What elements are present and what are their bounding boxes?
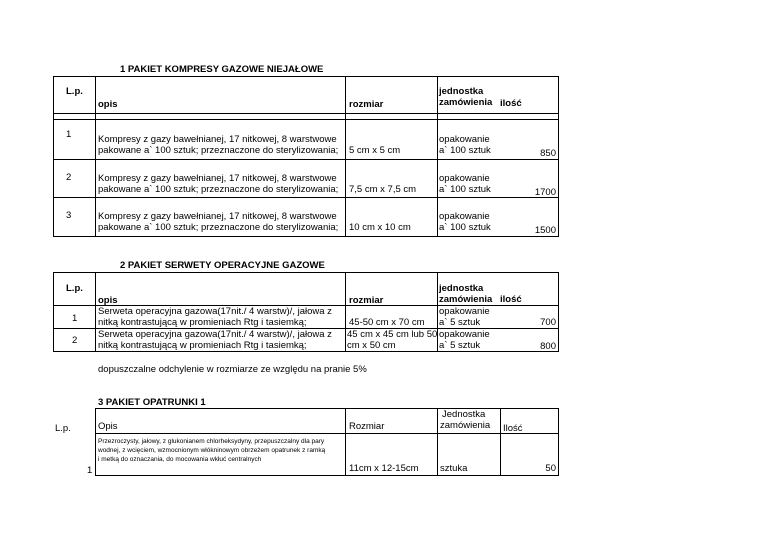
row-jednostka-line1: opakowanie bbox=[439, 211, 490, 222]
header-ilosc: ilość bbox=[500, 294, 522, 305]
section3-title: 3 PAKIET OPATRUNKI 1 bbox=[98, 397, 206, 408]
row-jednostka-line1: opakowanie bbox=[439, 173, 490, 184]
row-rozmiar-line2: cm x 50 cm bbox=[347, 340, 396, 351]
section2-title: 2 PAKIET SERWETY OPERACYJNE GAZOWE bbox=[120, 260, 325, 271]
section1-title: 1 PAKIET KOMPRESY GAZOWE NIEJAŁOWE bbox=[120, 64, 324, 75]
row-jednostka-line1: opakowanie bbox=[439, 306, 490, 317]
row-jednostka-line1: opakowanie bbox=[439, 134, 490, 145]
table1-border-top bbox=[53, 76, 559, 77]
table3-header-bottom bbox=[95, 433, 559, 434]
row-opis-line3: i metką do oznaczania, do mocowania wkłuć centralnych bbox=[98, 456, 262, 463]
header-zamowienia: zamówienia bbox=[439, 294, 493, 305]
table1-border-right bbox=[558, 76, 559, 237]
row-opis-line2: pakowane a` 100 sztuk; przeznaczone do sterylizowania; bbox=[98, 145, 339, 156]
table3-col-line bbox=[500, 408, 501, 476]
row-opis-line2: nitką kontrastującą w promieniach Rtg i tasiemką; bbox=[98, 317, 307, 328]
table3-border-top bbox=[95, 408, 559, 409]
table1-line bbox=[53, 119, 559, 120]
header-zamowienia: zamówienia bbox=[440, 420, 491, 431]
row-ilosc: 1500 bbox=[534, 225, 556, 236]
header-opis: opis bbox=[98, 99, 118, 110]
table2-border-right bbox=[558, 272, 559, 352]
row-lp: 1 bbox=[66, 129, 72, 140]
header-jednostka: jednostka bbox=[439, 86, 484, 97]
row-lp: 2 bbox=[72, 335, 78, 346]
header-zamowienia: zamówienia bbox=[439, 97, 493, 108]
table1-col-line bbox=[95, 76, 96, 237]
table1-line bbox=[53, 159, 559, 160]
header-lp: L.p. bbox=[66, 283, 83, 294]
row-opis-line2: pakowane a` 100 sztuk; przeznaczone do sterylizowania; bbox=[98, 184, 339, 195]
table3-border-bottom bbox=[95, 475, 559, 476]
table2-col-line bbox=[95, 272, 96, 352]
table2-col-line bbox=[437, 272, 438, 352]
row-rozmiar: 5 cm x 5 cm bbox=[349, 145, 401, 156]
table2-col-line bbox=[345, 272, 346, 352]
table2-border-left bbox=[53, 272, 54, 352]
table1-line bbox=[53, 197, 559, 198]
row-rozmiar: 10 cm x 10 cm bbox=[349, 222, 411, 233]
table1-border-bottom bbox=[53, 236, 559, 237]
row-lp: 1 bbox=[72, 313, 78, 324]
table3-col-line bbox=[95, 408, 96, 476]
row-lp: 2 bbox=[66, 172, 72, 183]
table2-border-bottom bbox=[53, 351, 559, 352]
row-ilosc: 850 bbox=[540, 148, 556, 159]
table2-border-top bbox=[53, 272, 559, 273]
row-ilosc: 700 bbox=[540, 317, 556, 328]
table1-border-left bbox=[53, 76, 54, 237]
row-opis-line2: wodnej, z wcięciem, wzmocnionym włókninowym obrzeżem opatrunek z ramką bbox=[98, 447, 326, 454]
table1-header-bottom bbox=[53, 113, 559, 114]
row-opis-line1: Serweta operacyjna gazowa(17nit./ 4 warstw)/, jałowa z bbox=[98, 329, 332, 340]
header-rozmiar: rozmiar bbox=[349, 295, 384, 306]
row-jednostka-line2: a` 100 sztuk bbox=[439, 184, 491, 195]
header-ilosc: Ilość bbox=[503, 423, 523, 434]
table1-col-line bbox=[437, 76, 438, 237]
row-jednostka-line2: a` 5 sztuk bbox=[439, 340, 481, 351]
row-rozmiar: 45-50 cm x 70 cm bbox=[349, 317, 425, 328]
table3-col-line bbox=[437, 408, 438, 476]
row-opis-line1: Serweta operacyjna gazowa(17nit./ 4 warstw)/, jałowa z bbox=[98, 306, 332, 317]
table1-col-line bbox=[345, 76, 346, 237]
table3-border-right bbox=[558, 408, 559, 476]
row-jednostka-line2: a` 5 sztuk bbox=[439, 317, 481, 328]
table3-col-line bbox=[345, 408, 346, 476]
row-opis-line1: Kompresy z gazy bawełnianej, 17 nitkowej, 8 warstwowe bbox=[98, 173, 337, 184]
header-rozmiar: Rozmiar bbox=[349, 421, 385, 432]
header-ilosc: ilość bbox=[500, 98, 522, 109]
row-rozmiar: 7,5 cm x 7,5 cm bbox=[349, 184, 417, 195]
header-lp: L.p. bbox=[66, 86, 83, 97]
header-lp: L.p. bbox=[55, 423, 71, 434]
row-lp: 1 bbox=[87, 465, 93, 476]
row-ilosc: 1700 bbox=[534, 187, 556, 198]
header-jednostka: Jednostka bbox=[442, 409, 486, 420]
row-jednostka: sztuka bbox=[440, 463, 468, 474]
header-rozmiar: rozmiar bbox=[349, 99, 384, 110]
header-opis: Opis bbox=[98, 421, 118, 432]
tolerance-note: dopuszczalne odchylenie w rozmiarze ze względu na praniе 5% bbox=[98, 364, 367, 375]
row-rozmiar-line1: 45 cm x 45 cm lub 50 bbox=[347, 329, 438, 340]
row-ilosc: 800 bbox=[540, 341, 556, 352]
row-opis-line1: Przezroczysty, jałowy, z glukonianem chlorheksydyny, przepuszczalny dla pary bbox=[98, 438, 325, 445]
row-jednostka-line2: a` 100 sztuk bbox=[439, 222, 491, 233]
row-opis-line1: Kompresy z gazy bawełnianej, 17 nitkowej, 8 warstwowe bbox=[98, 211, 337, 222]
row-jednostka-line1: opakowanie bbox=[439, 329, 490, 340]
row-opis-line2: nitką kontrastującą w promieniach Rtg i tasiemką; bbox=[98, 340, 307, 351]
row-opis-line1: Kompresy z gazy bawełnianej, 17 nitkowej, 8 warstwowe bbox=[98, 134, 337, 145]
row-opis-line2: pakowane a` 100 sztuk; przeznaczone do sterylizowania; bbox=[98, 222, 339, 233]
row-ilosc: 50 bbox=[545, 463, 556, 474]
header-opis: opis bbox=[98, 295, 118, 306]
row-lp: 3 bbox=[66, 210, 72, 221]
row-rozmiar: 11cm x 12-15cm bbox=[349, 463, 419, 474]
header-jednostka: jednostka bbox=[439, 283, 484, 294]
row-jednostka-line2: a` 100 sztuk bbox=[439, 145, 491, 156]
